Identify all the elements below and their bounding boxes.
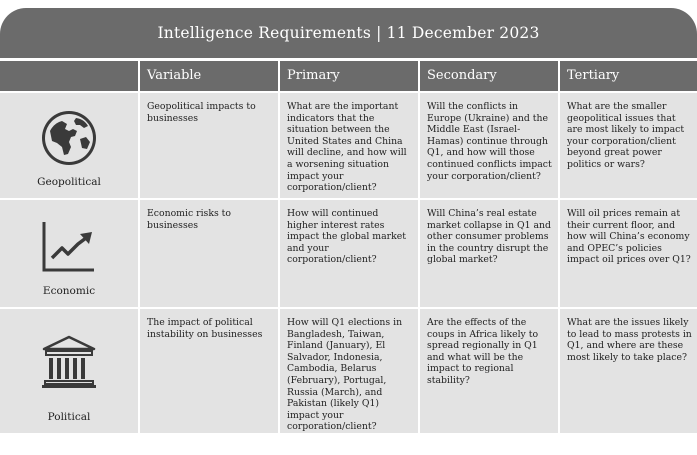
cell-geopolitical-tertiary: What are the smaller geopolitical issues that are most likely to impact your corporation/client beyond great power politics or wars? bbox=[560, 93, 697, 198]
cell-economic-primary: How will continued higher interest rates impact the global market and your corporation/client? bbox=[280, 200, 418, 307]
title-banner bbox=[0, 8, 697, 58]
column-header-primary: Primary bbox=[280, 61, 418, 91]
row-label-geopolitical bbox=[0, 93, 138, 198]
column-header-secondary: Secondary bbox=[420, 61, 558, 91]
trend-chart-icon bbox=[40, 220, 96, 274]
row-label-text: Economic bbox=[42, 285, 96, 297]
cell-geopolitical-variable: Geopolitical impacts to businesses bbox=[140, 93, 278, 198]
cell-political-primary: How will Q1 elections in Bangladesh, Taiwan, Finland (January), El Salvador, Indonesia, Cambodia, Belarus (February), Portugal, Russia (March), and Pakistan (likely Q1) impact your corporation/client? bbox=[280, 309, 418, 433]
row-label-text: Political bbox=[47, 411, 91, 423]
row-label-economic bbox=[0, 200, 138, 307]
column-header-variable: Variable bbox=[140, 61, 278, 91]
cell-political-tertiary: What are the issues likely to lead to mass protests in Q1, and where are these most likely to take place? bbox=[560, 309, 697, 433]
globe-icon bbox=[40, 109, 98, 167]
government-building-icon bbox=[40, 335, 98, 389]
page-title: Intelligence Requirements | 11 December 2023 bbox=[157, 24, 540, 42]
requirements-table bbox=[0, 61, 697, 433]
column-header-tertiary: Tertiary bbox=[560, 61, 697, 91]
cell-economic-variable: Economic risks to businesses bbox=[140, 200, 278, 307]
cell-geopolitical-secondary: Will the conflicts in Europe (Ukraine) and the Middle East (Israel-Hamas) continue through Q1, and how will those continued conflicts impact your corporation/client? bbox=[420, 93, 558, 198]
row-label-text: Geopolitical bbox=[37, 176, 101, 188]
cell-political-variable: The impact of political instability on businesses bbox=[140, 309, 278, 433]
row-label-political bbox=[0, 309, 138, 433]
header-corner bbox=[0, 61, 138, 91]
cell-economic-secondary: Will China’s real estate market collapse in Q1 and other consumer problems in the country disrupt the global market? bbox=[420, 200, 558, 307]
cell-geopolitical-primary: What are the important indicators that the situation between the United States and China will decline, and how will a worsening situation impact your corporation/client? bbox=[280, 93, 418, 198]
cell-economic-tertiary: Will oil prices remain at their current floor, and how will China’s economy and OPEC’s policies impact oil prices over Q1? bbox=[560, 200, 697, 307]
cell-political-secondary: Are the effects of the coups in Africa likely to spread regionally in Q1 and what will be the impact to regional stability? bbox=[420, 309, 558, 433]
